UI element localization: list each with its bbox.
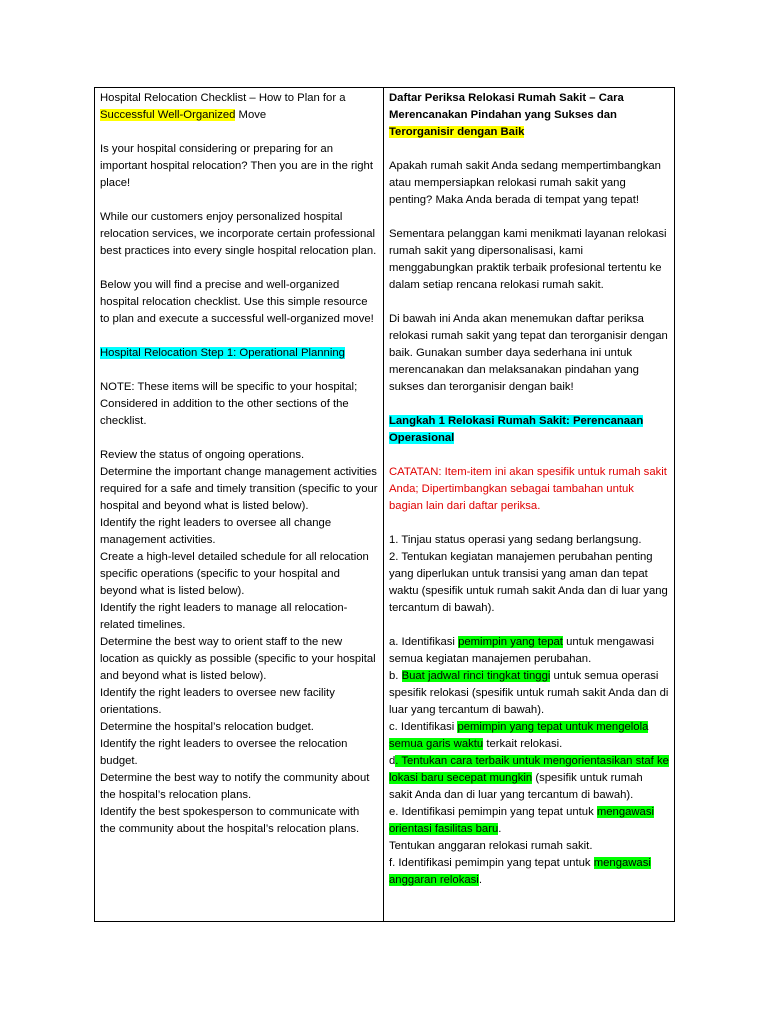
title-highlight: Successful Well-Organized — [100, 109, 236, 121]
list-item: Determine the important change management activities required for a safe and timely transition (specific to your hospital and beyond what is listed below). — [100, 466, 378, 512]
step1-heading-highlight: Langkah 1 Relokasi Rumah Sakit: Perencanaan Operasional — [389, 415, 644, 444]
numbered-item-2: 2. Tentukan kegiatan manajemen perubahan penting yang diperlukan untuk transisi yang aman dan tepat waktu (spesifik untuk rumah sakit Anda dan di luar yang tercantum di bawah). — [389, 551, 668, 614]
sub-item-text: untuk semua operasi spesifik relokasi (spesifik untuk rumah sakit Anda dan di luar yang tercantum di bawah). — [389, 670, 669, 716]
sub-item-highlight: mengawasi anggaran relokasi — [389, 857, 651, 886]
list-item: Create a high-level detailed schedule for all relocation specific operations (specific to your hospital and beyond what is listed below). — [100, 551, 369, 597]
sub-item-highlight: pemimpin yang tepat — [458, 636, 563, 648]
english-title — [100, 90, 378, 124]
english-column — [95, 88, 384, 921]
intro-paragraph-1: Apakah rumah sakit Anda sedang mempertimbangkan atau mempersiapkan relokasi rumah sakit yang penting? Maka Anda berada di tempat yang tepat! — [389, 160, 661, 206]
intro-paragraph-2: While our customers enjoy personalized hospital relocation services, we incorporate certain professional best practices into every single hospital relocation plan. — [100, 211, 377, 257]
sub-item-b — [389, 668, 669, 719]
list-item: Determine the best way to notify the community about the hospital’s relocation plans. — [100, 772, 370, 801]
sub-item-highlight: mengawasi orientasi fasilitas baru — [389, 806, 655, 835]
list-item: Identify the best spokesperson to communicate with the community about the hospital’s relocation plans. — [100, 806, 360, 835]
sub-item-text: d — [389, 755, 396, 767]
title-highlight: Terorganisir dengan Baik — [389, 126, 525, 138]
sub-item-f — [389, 855, 669, 889]
list-item: Review the status of ongoing operations. — [100, 449, 305, 461]
sub-item-c — [389, 719, 669, 753]
sub-item-text: a. Identifikasi — [389, 636, 459, 648]
intro-paragraph-2: Sementara pelanggan kami menikmati layanan relokasi rumah sakit yang dipersonalisasi, kami menggabungkan praktik terbaik profesional tertentu ke dalam setiap rencana relokasi rumah sakit. — [389, 228, 667, 291]
sub-item-highlight: . Tentukan cara terbaik untuk mengorientasikan staf ke lokasi baru secepat mungkin — [389, 755, 669, 784]
sub-item-text: . — [498, 823, 502, 835]
sub-item-text: . — [478, 874, 482, 886]
intro-paragraph-3: Di bawah ini Anda akan menemukan daftar periksa relokasi rumah sakit yang tepat dan terorganisir dengan baik. Gunakan sumber daya sederhana ini untuk merencanakan dan melaksanakan pindahan yang sukses dan terorganisir dengan baik! — [389, 313, 668, 393]
intro-paragraph-1: Is your hospital considering or preparing for an important hospital relocation? Then you are in the right place! — [100, 143, 373, 189]
sub-item-e — [389, 804, 669, 838]
sub-item-text: e. Identifikasi pemimpin yang tepat untuk — [389, 806, 597, 818]
sub-item-text: untuk mengawasi semua kegiatan manajemen perubahan. — [389, 636, 655, 665]
list-item: Determine the hospital’s relocation budget. — [100, 721, 314, 733]
note-paragraph: NOTE: These items will be specific to your hospital; Considered in addition to the other sections of the checklist. — [100, 381, 358, 427]
intro-paragraph-3: Below you will find a precise and well-organized hospital relocation checklist. Use this simple resource to plan and execute a successful well-organized move! — [100, 279, 374, 325]
title-text: Daftar Periksa Relokasi Rumah Sakit – Cara Merencanakan Pindahan yang Sukses dan — [389, 92, 624, 121]
title-text: Hospital Relocation Checklist – How to Plan for a — [100, 92, 346, 104]
title-text-end: Move — [235, 109, 267, 121]
bilingual-table — [94, 87, 675, 922]
list-item: Identify the right leaders to oversee new facility orientations. — [100, 687, 335, 716]
indonesian-column — [384, 88, 674, 921]
sub-item-highlight: pemimpin yang tepat untuk mengelola semua garis waktu — [389, 721, 649, 750]
note-paragraph: CATATAN: Item-item ini akan spesifik untuk rumah sakit Anda; Dipertimbangkan sebagai tambahan untuk bagian lain dari daftar periksa. — [389, 466, 667, 512]
sub-item-a — [389, 634, 669, 668]
sub-item-text: b. — [389, 670, 402, 682]
sub-item-text: c. Identifikasi — [389, 721, 458, 733]
list-item: Determine the best way to orient staff to the new location as quickly as possible (specific to your hospital and beyond what is listed below). — [100, 636, 376, 682]
step1-heading — [389, 413, 669, 447]
budget-item: Tentukan anggaran relokasi rumah sakit. — [389, 840, 593, 852]
sub-item-text: terkait relokasi. — [483, 738, 563, 750]
step1-heading-highlight: Hospital Relocation Step 1: Operational Planning — [100, 347, 345, 359]
numbered-item-1: 1. Tinjau status operasi yang sedang berlangsung. — [389, 534, 642, 546]
list-item: Identify the right leaders to oversee the relocation budget. — [100, 738, 348, 767]
sub-item-d — [389, 753, 669, 804]
step1-heading — [100, 345, 378, 362]
sub-item-text: (spesifik untuk rumah sakit Anda dan di luar yang tercantum di bawah). — [389, 772, 643, 801]
sub-item-text: f. Identifikasi pemimpin yang tepat untuk — [389, 857, 594, 869]
list-item: Identify the right leaders to oversee all change management activities. — [100, 517, 332, 546]
sub-item-highlight: Buat jadwal rinci tingkat tinggi — [401, 670, 551, 682]
list-item: Identify the right leaders to manage all relocation-related timelines. — [100, 602, 348, 631]
indonesian-title — [389, 90, 669, 141]
